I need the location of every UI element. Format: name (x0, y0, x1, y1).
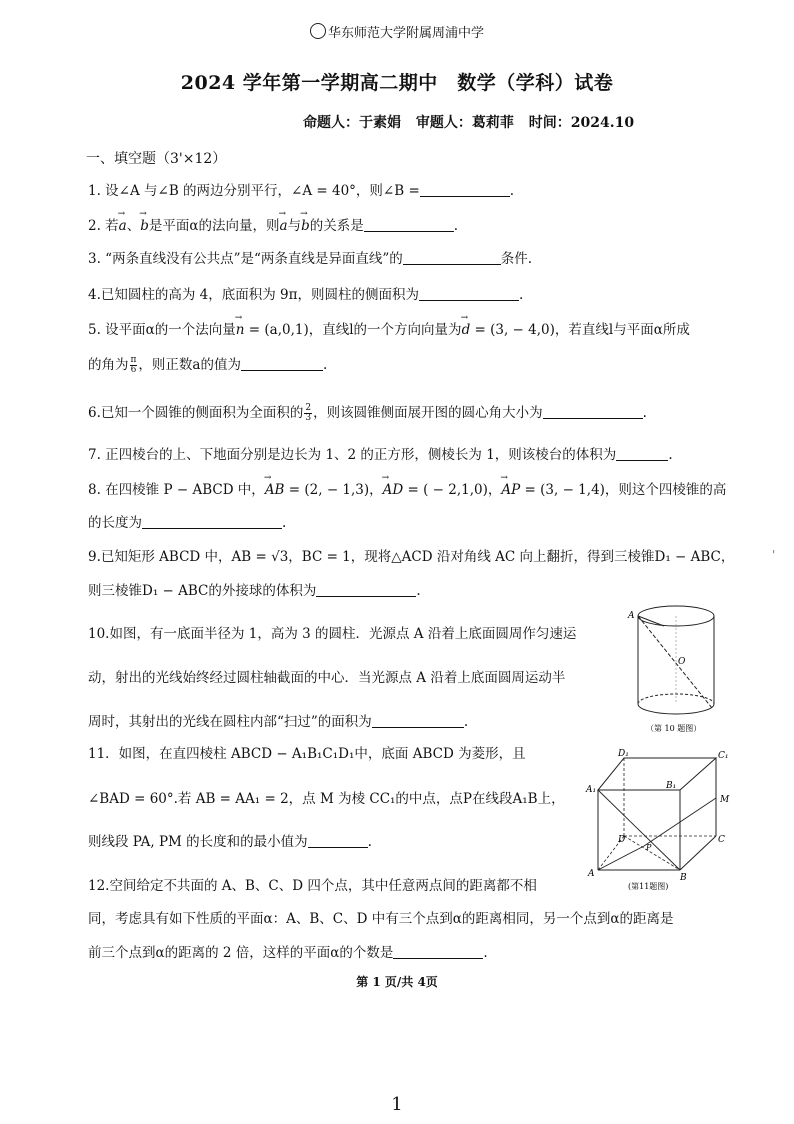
answer-blank (543, 406, 643, 419)
frac-numerator: 2 (305, 403, 312, 413)
q5-end: . (322, 357, 328, 373)
q10-line3: 周时，其射出的光线在圆柱内部“扫过”的面积为 (88, 714, 372, 730)
section-title: 一、填空题（3'×12） (86, 151, 227, 167)
q5-a: 5. 设平面α的一个法向量 (88, 322, 236, 338)
question-9-line-2 (88, 583, 421, 599)
q1-text: 1. 设∠A 与∠B 的两边分别平行，∠A = 40°，则∠B = (88, 183, 420, 199)
q2-d: 与 (287, 218, 302, 234)
q5-c: = (3, − 4,0)，若直线l与平面α所成 (470, 322, 690, 338)
vector-a: → a (119, 218, 127, 234)
page-footer: 第 1 页/共 4页 (356, 975, 438, 989)
question-11-line-1: 11．如图，在直四棱柱 ABCD − A₁B₁C₁D₁中，底面 ABCD 为菱形，且 (88, 746, 526, 762)
q7-end: . (668, 447, 673, 463)
answer-blank (316, 584, 416, 597)
q2-end: . (453, 218, 459, 234)
figure-caption: (第11题图) (628, 882, 669, 891)
q2-c: 是平面α的法向量，则 (148, 218, 280, 234)
q8-b: = (2, − 1,3)， (284, 482, 383, 498)
figure-11-prism (584, 746, 734, 892)
q7-text: 7. 正四棱台的上、下地面分别是边长为 1、2 的正方形，侧棱长为 1，则该棱台的体积为 (88, 447, 617, 463)
q6-end: . (642, 405, 647, 421)
question-12-line-1: 12.空间给定不共面的 A、B、C、D 四个点，其中任意两点间的距离都不相 (88, 878, 537, 894)
cylinder-diagram (624, 600, 724, 738)
figure-label: A (628, 611, 635, 621)
q4-end: . (519, 287, 524, 303)
vector-ap: → AP (501, 482, 520, 498)
q6-b: ，则该圆锥侧面展开图的圆心角大小为 (313, 405, 543, 421)
question-12-line-3 (88, 945, 488, 961)
question-10-line-3 (88, 714, 468, 730)
q11-end: . (367, 834, 372, 850)
q9-line2: 则三棱锥D₁ − ABC的外接球的体积为 (88, 583, 317, 599)
figure-label: C (718, 835, 725, 845)
figure-label: D₁ (618, 749, 629, 759)
setter: 命题人：于素娟 (303, 115, 401, 131)
figure-label: C₁ (718, 751, 729, 761)
q2-e: 的关系是 (309, 218, 364, 234)
q5-line2a: 的角为 (88, 357, 129, 373)
figure-10-cylinder (624, 600, 724, 738)
school-name (0, 22, 794, 41)
fraction-pi-over-6 (130, 356, 138, 375)
prism-diagram (584, 746, 734, 892)
vector-b: → b (301, 218, 310, 234)
fraction-2-over-3 (304, 404, 312, 423)
question-11-line-3 (88, 834, 372, 850)
exam-meta (303, 112, 644, 132)
exam-time: 时间：2024.10 (528, 115, 635, 131)
q2-b: 、 (126, 218, 141, 234)
exam-title: 2024 学年第一学期高二期中 数学（学科）试卷 (180, 72, 614, 94)
answer-blank (393, 946, 483, 959)
question-1 (88, 183, 514, 199)
figure-label: P (646, 843, 652, 852)
q1-end: . (509, 183, 515, 199)
vector-ad: → AD (383, 482, 404, 498)
question-8-line-2 (88, 515, 286, 531)
answer-blank (420, 184, 510, 197)
answer-blank (241, 358, 323, 371)
figure-label: A (588, 869, 595, 879)
q12-end: . (483, 945, 488, 961)
q3-text: 3. “两条直线没有公共点”是“两条直线是异面直线”的 (88, 251, 403, 267)
q5-b: = (a,0,1)，直线l的一个方向向量为 (244, 322, 462, 338)
figure-label: D (618, 835, 626, 845)
question-10-line-2: 动，射出的光线始终经过圆柱轴截面的中心．当光源点 A 沿着上底面圆周运动半 (88, 670, 566, 686)
frac-denominator: 6 (130, 365, 137, 375)
q9-end: . (416, 583, 421, 599)
figure-caption: （第 10 题图） (646, 724, 702, 733)
q12-line3: 前三个点到α的距离的 2 倍，这样的平面α的个数是 (88, 945, 394, 961)
question-3 (88, 251, 532, 267)
answer-blank (616, 448, 668, 461)
q10-end: . (463, 714, 469, 730)
q5-line2b: ，则正数a的值为 (138, 357, 241, 373)
answer-blank (308, 835, 368, 848)
answer-blank (364, 219, 454, 232)
vector-a: → a (280, 218, 288, 234)
q8-end: . (282, 515, 287, 531)
school-logo-icon (310, 23, 326, 39)
q2-a: 2. 若 (88, 218, 119, 234)
figure-label: A₁ (586, 785, 597, 795)
reviewer: 审题人：葛莉菲 (415, 115, 514, 131)
q11-line3: 则线段 PA, PM 的长度和的最小值为 (88, 834, 308, 850)
question-10-line-1: 10.如图，有一底面半径为 1，高为 3 的圆柱．光源点 A 沿着上底面圆周作匀速运 (88, 626, 577, 642)
figure-label: M (720, 795, 730, 805)
question-7 (88, 447, 673, 463)
figure-label: B₁ (666, 781, 677, 791)
q8-line2: 的长度为 (88, 515, 142, 531)
question-6 (88, 404, 647, 423)
school-name-text: 华东师范大学附属周浦中学 (327, 26, 484, 41)
scan-mark: ' (772, 548, 776, 562)
question-9-line-1: 9.已知矩形 ABCD 中，AB = √3，BC = 1，现将△ACD 沿对角线 AC 向上翻折，得到三棱锥D₁ − ABC， (88, 549, 735, 565)
q8-c: = ( − 2,1,0)， (403, 482, 502, 498)
question-2 (88, 218, 458, 234)
question-8-line-1 (88, 482, 726, 498)
answer-blank (419, 288, 519, 301)
page-number: 1 (391, 1094, 403, 1115)
answer-blank (142, 516, 282, 529)
vector-b: → b (140, 218, 149, 234)
vector-ab: → AB (265, 482, 285, 498)
figure-label: B (680, 873, 687, 883)
question-11-line-2: ∠BAD = 60°.若 AB = AA₁ = 2，点 M 为棱 CC₁的中点，点P在线段A₁B上， (88, 791, 565, 807)
question-4 (88, 287, 523, 303)
question-5-line-2 (88, 356, 327, 375)
q6-a: 6.已知一个圆锥的侧面积为全面积的 (88, 405, 304, 421)
q8-a: 8. 在四棱锥 P − ABCD 中， (88, 482, 265, 498)
q8-d: = (3, − 1,4)，则这个四棱锥的高 (520, 482, 727, 498)
answer-blank (372, 715, 464, 728)
q3-end: 条件. (500, 251, 533, 267)
vector-n: → n (236, 322, 245, 338)
vector-d: → d (462, 322, 471, 338)
answer-blank (403, 252, 501, 265)
q4-text: 4.已知圆柱的高为 4，底面积为 9π，则圆柱的侧面积为 (88, 287, 420, 303)
frac-numerator: π (130, 355, 137, 365)
frac-denominator: 3 (305, 413, 312, 423)
figure-label: O (678, 657, 686, 667)
question-5-line-1 (88, 322, 690, 338)
question-12-line-2: 同，考虑具有如下性质的平面α：A、B、C、D 中有三个点到α的距离相同，另一个点到α的距离是 (88, 911, 674, 927)
